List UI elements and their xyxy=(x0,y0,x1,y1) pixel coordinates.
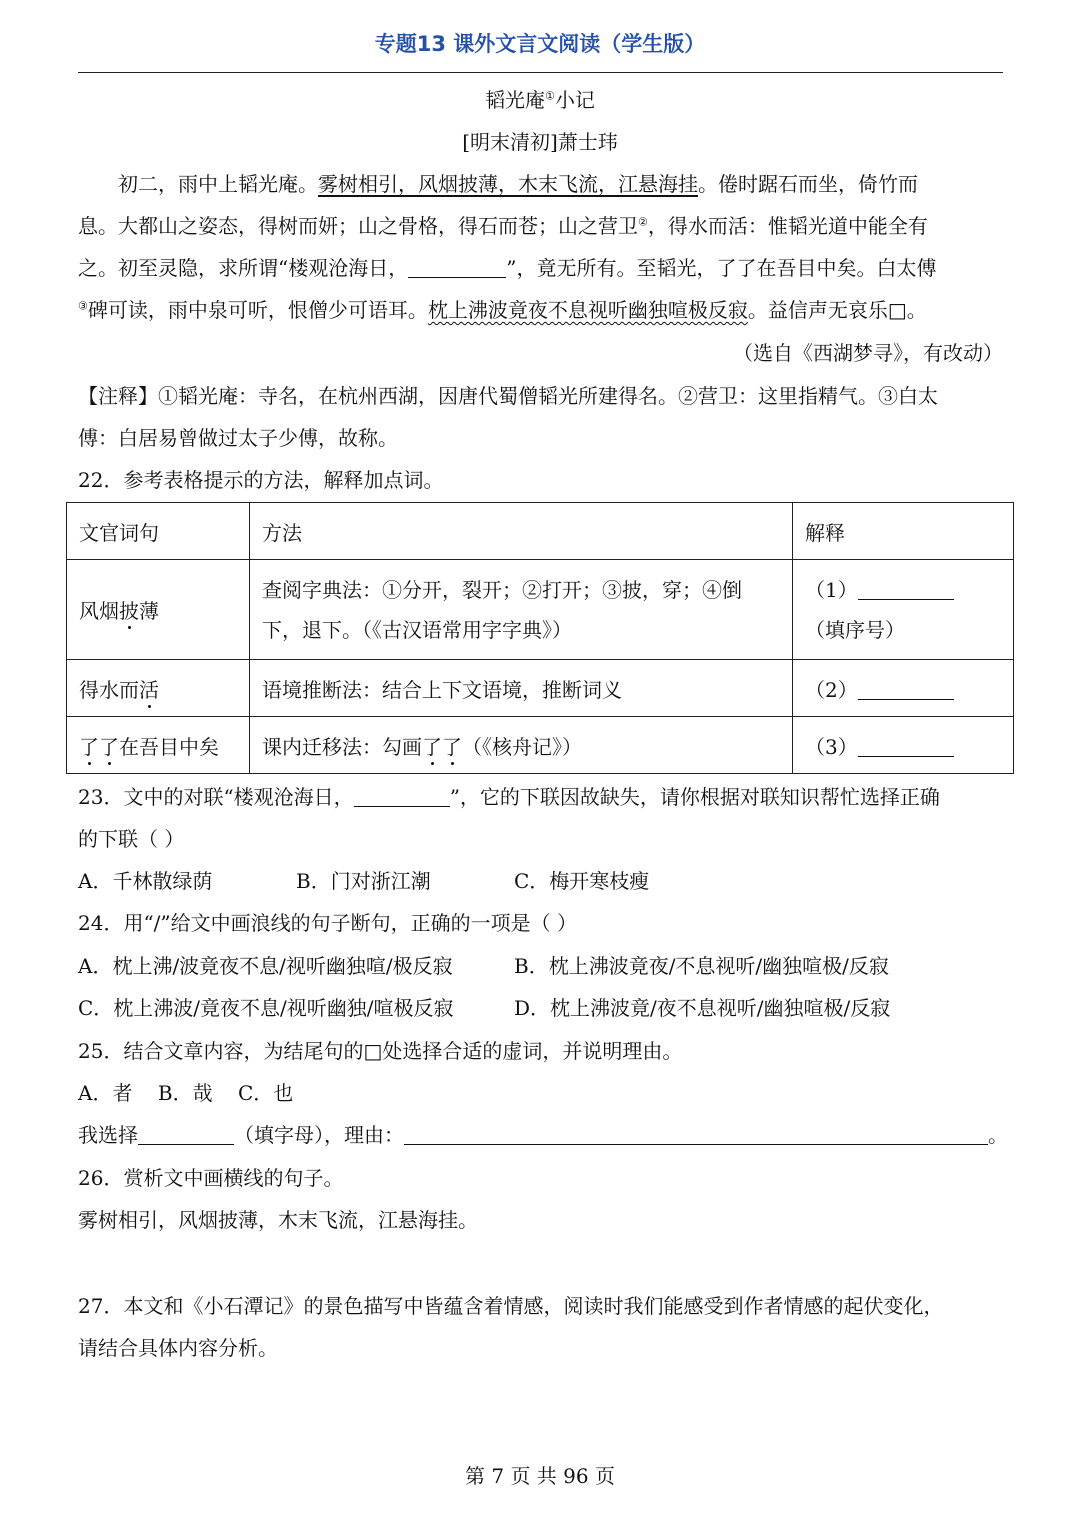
dotted-char: 了 xyxy=(99,734,119,759)
page-header: 专题13 课外文言文阅读（学生版） xyxy=(374,32,706,56)
method-cell: 课内迁移法：勾画了了（《核舟记》） xyxy=(250,717,793,774)
q26-stem: 26．赏析文中画横线的句子。 xyxy=(78,1166,344,1190)
passage-author: [明末清初]萧士玮 xyxy=(462,130,618,154)
header-cell: 方法 xyxy=(250,503,793,560)
q26-sentence: 雾树相引，风烟披薄，木末飞流，江悬海挂。 xyxy=(78,1208,478,1232)
q23-option-c[interactable]: C．梅开寒枝瘦 xyxy=(514,869,650,893)
q23-stem-line-2: 的下联（ ） xyxy=(78,827,185,851)
page-footer: 第 7 页 共 96 页 xyxy=(465,1464,615,1488)
answer-cell: （3） xyxy=(793,717,1014,774)
method-cell: 语境推断法：结合上下文语境，推断词义 xyxy=(250,660,793,717)
dotted-char: 了 xyxy=(442,734,462,759)
answer-cell: （2） xyxy=(793,660,1014,717)
table-row xyxy=(67,660,1014,717)
q27-stem-line-1: 27．本文和《小石潭记》的景色描写中皆蕴含着情感，阅读时我们能感受到作者情感的起伏变化， xyxy=(78,1294,944,1318)
passage-line-2: 息。大都山之姿态，得树而妍；山之骨格，得石而苍；山之营卫②，得水而活：惟韬光道中能全有 xyxy=(78,214,928,238)
table-row xyxy=(67,560,1014,660)
q25-options: A．者 B．哉 C．也 xyxy=(78,1081,294,1105)
q24-options-row-2 xyxy=(78,994,1003,1022)
underlined-sentence: 雾树相引，风烟披薄，木末飞流，江悬海挂 xyxy=(318,172,698,196)
word-cell: 风烟披薄 xyxy=(67,560,250,660)
notes-line-2: 傅：白居易曾做过太子少傅，故称。 xyxy=(78,426,398,450)
q22-stem: 22．参考表格提示的方法，解释加点词。 xyxy=(78,468,444,492)
passage-line-4: ③碑可读，雨中泉可听，恨僧少可语耳。枕上沸波竟夜不息视听幽独喧极反寂。益信声无哀乐□。 xyxy=(78,298,927,322)
method-cell: 查阅字典法：①分开，裂开；②打开；③披，穿；④倒 下，退下。（《古汉语常用字字典》） xyxy=(250,560,793,660)
word-cell: 了了在吾目中矣 xyxy=(67,717,250,774)
dotted-char: 了 xyxy=(79,734,99,759)
q23-blank xyxy=(354,786,450,807)
dotted-char: 披 xyxy=(119,599,139,623)
q25-letter-blank[interactable] xyxy=(138,1124,234,1145)
passage-line-3: 之。初至灵隐，求所谓“楼观沧海日， ”，竟无所有。至韬光，了了在吾目中矣。白太傅 xyxy=(78,256,937,280)
q23-options xyxy=(78,867,1003,895)
answer-cell: （1） （填序号） xyxy=(793,560,1014,660)
footnote-mark-3: ③ xyxy=(78,299,88,313)
q27-stem-line-2: 请结合具体内容分析。 xyxy=(78,1336,278,1360)
q24-stem: 24．用“/”给文中画浪线的句子断句，正确的一项是（ ） xyxy=(78,911,577,935)
q24-option-d[interactable]: D．枕上沸波竟/夜不息视听/幽独喧极/反寂 xyxy=(514,996,891,1020)
q23-option-a[interactable]: A．千林散绿荫 xyxy=(78,869,213,893)
passage-line-1: 初二，雨中上韬光庵。雾树相引，风烟披薄，木末飞流，江悬海挂。倦时踞石而坐，倚竹而 xyxy=(118,172,918,196)
table-header-row xyxy=(67,503,1014,560)
passage-title: 韬光庵①小记 xyxy=(485,88,595,112)
q24-options-row-1 xyxy=(78,952,1003,980)
answer-blank-2[interactable] xyxy=(858,679,954,700)
q24-option-c[interactable]: C．枕上沸波/竟夜不息/视听幽独/喧极反寂 xyxy=(78,996,454,1020)
header-cell: 解释 xyxy=(793,503,1014,560)
passage-source: （选自《西湖梦寻》，有改动） xyxy=(733,341,1003,365)
notes-line-1: 【注释】①韬光庵：寺名，在杭州西湖，因唐代蜀僧韬光所建得名。②营卫：这里指精气。③白太 xyxy=(78,384,938,408)
q24-option-b[interactable]: B．枕上沸波竟夜/不息视听/幽独喧极/反寂 xyxy=(514,954,889,978)
table-row xyxy=(67,717,1014,774)
q22-table xyxy=(66,502,1014,774)
q24-option-a[interactable]: A．枕上沸/波竟夜不息/视听幽独喧/极反寂 xyxy=(78,954,453,978)
dotted-char: 了 xyxy=(422,734,442,759)
answer-blank-1[interactable] xyxy=(858,579,954,600)
title-footnote-mark: ① xyxy=(545,89,555,103)
word-cell: 得水而活 xyxy=(67,660,250,717)
footnote-mark-2: ② xyxy=(638,215,648,229)
header-rule xyxy=(78,72,1003,73)
dotted-char: 活 xyxy=(139,677,159,702)
couplet-blank xyxy=(408,257,506,278)
wavy-underlined-sentence: 枕上沸波竟夜不息视听幽独喧极反寂 xyxy=(427,298,748,322)
answer-blank-3[interactable] xyxy=(858,736,954,757)
q23-stem-line-1: 23．文中的对联“楼观沧海日， ”，它的下联因故缺失，请你根据对联知识帮忙选择正确 xyxy=(78,785,940,809)
q25-reason-blank[interactable] xyxy=(404,1124,988,1145)
q25-stem: 25．结合文章内容，为结尾句的□处选择合适的虚词，并说明理由。 xyxy=(78,1039,683,1063)
q23-option-b[interactable]: B．门对浙江潮 xyxy=(296,869,431,893)
header-cell: 文官词句 xyxy=(67,503,250,560)
q25-answer-line: 我选择 （填字母），理由： 。 xyxy=(78,1123,1008,1147)
